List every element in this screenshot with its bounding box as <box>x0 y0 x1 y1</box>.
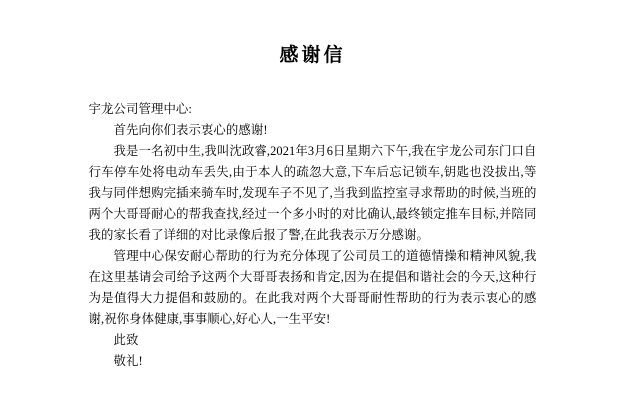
page-title: 感谢信 <box>279 45 346 66</box>
letter-body <box>89 77 537 372</box>
paragraph-1: 我是一名初中生,我叫沈政睿,2021年3月6日星期六下午,我在宇龙公司东门口自行车停车处将电动车丢失,由于本人的疏忽大意,下车后忘记锁车,钥匙也没拔出,等我与同伴想购完插来骑车时,发现车子不见了,当我到监控室寻求帮助的时候,当班的两个大哥哥耐心的帮我查找,经过一个多小时的对比确认,最终锁定推车目标,并陪同我的家长看了详细的对比录像后报了警,在此我表示万分感谢。 <box>88 144 537 242</box>
closing-line-2: 敬礼! <box>113 354 143 368</box>
salutation: 宇龙公司管理中心: <box>88 102 192 116</box>
paragraph-2: 管理中心保安耐心帮助的行为充分体现了公司员工的道德情操和精神风貌,我在这里基请会司给予这两个大哥哥表扬和肯定,因为在提倡和谐社会的今天,这种行为是值得大力提倡和鼓励的。在此我对两个大哥哥耐性帮助的行为表示衷心的感谢,祝你身体健康,事事顺心,好心人,一生平安! <box>88 249 537 326</box>
opening-line: 首先向你们表示衷心的感谢! <box>113 123 268 137</box>
closing-line-1: 此致 <box>113 333 139 347</box>
